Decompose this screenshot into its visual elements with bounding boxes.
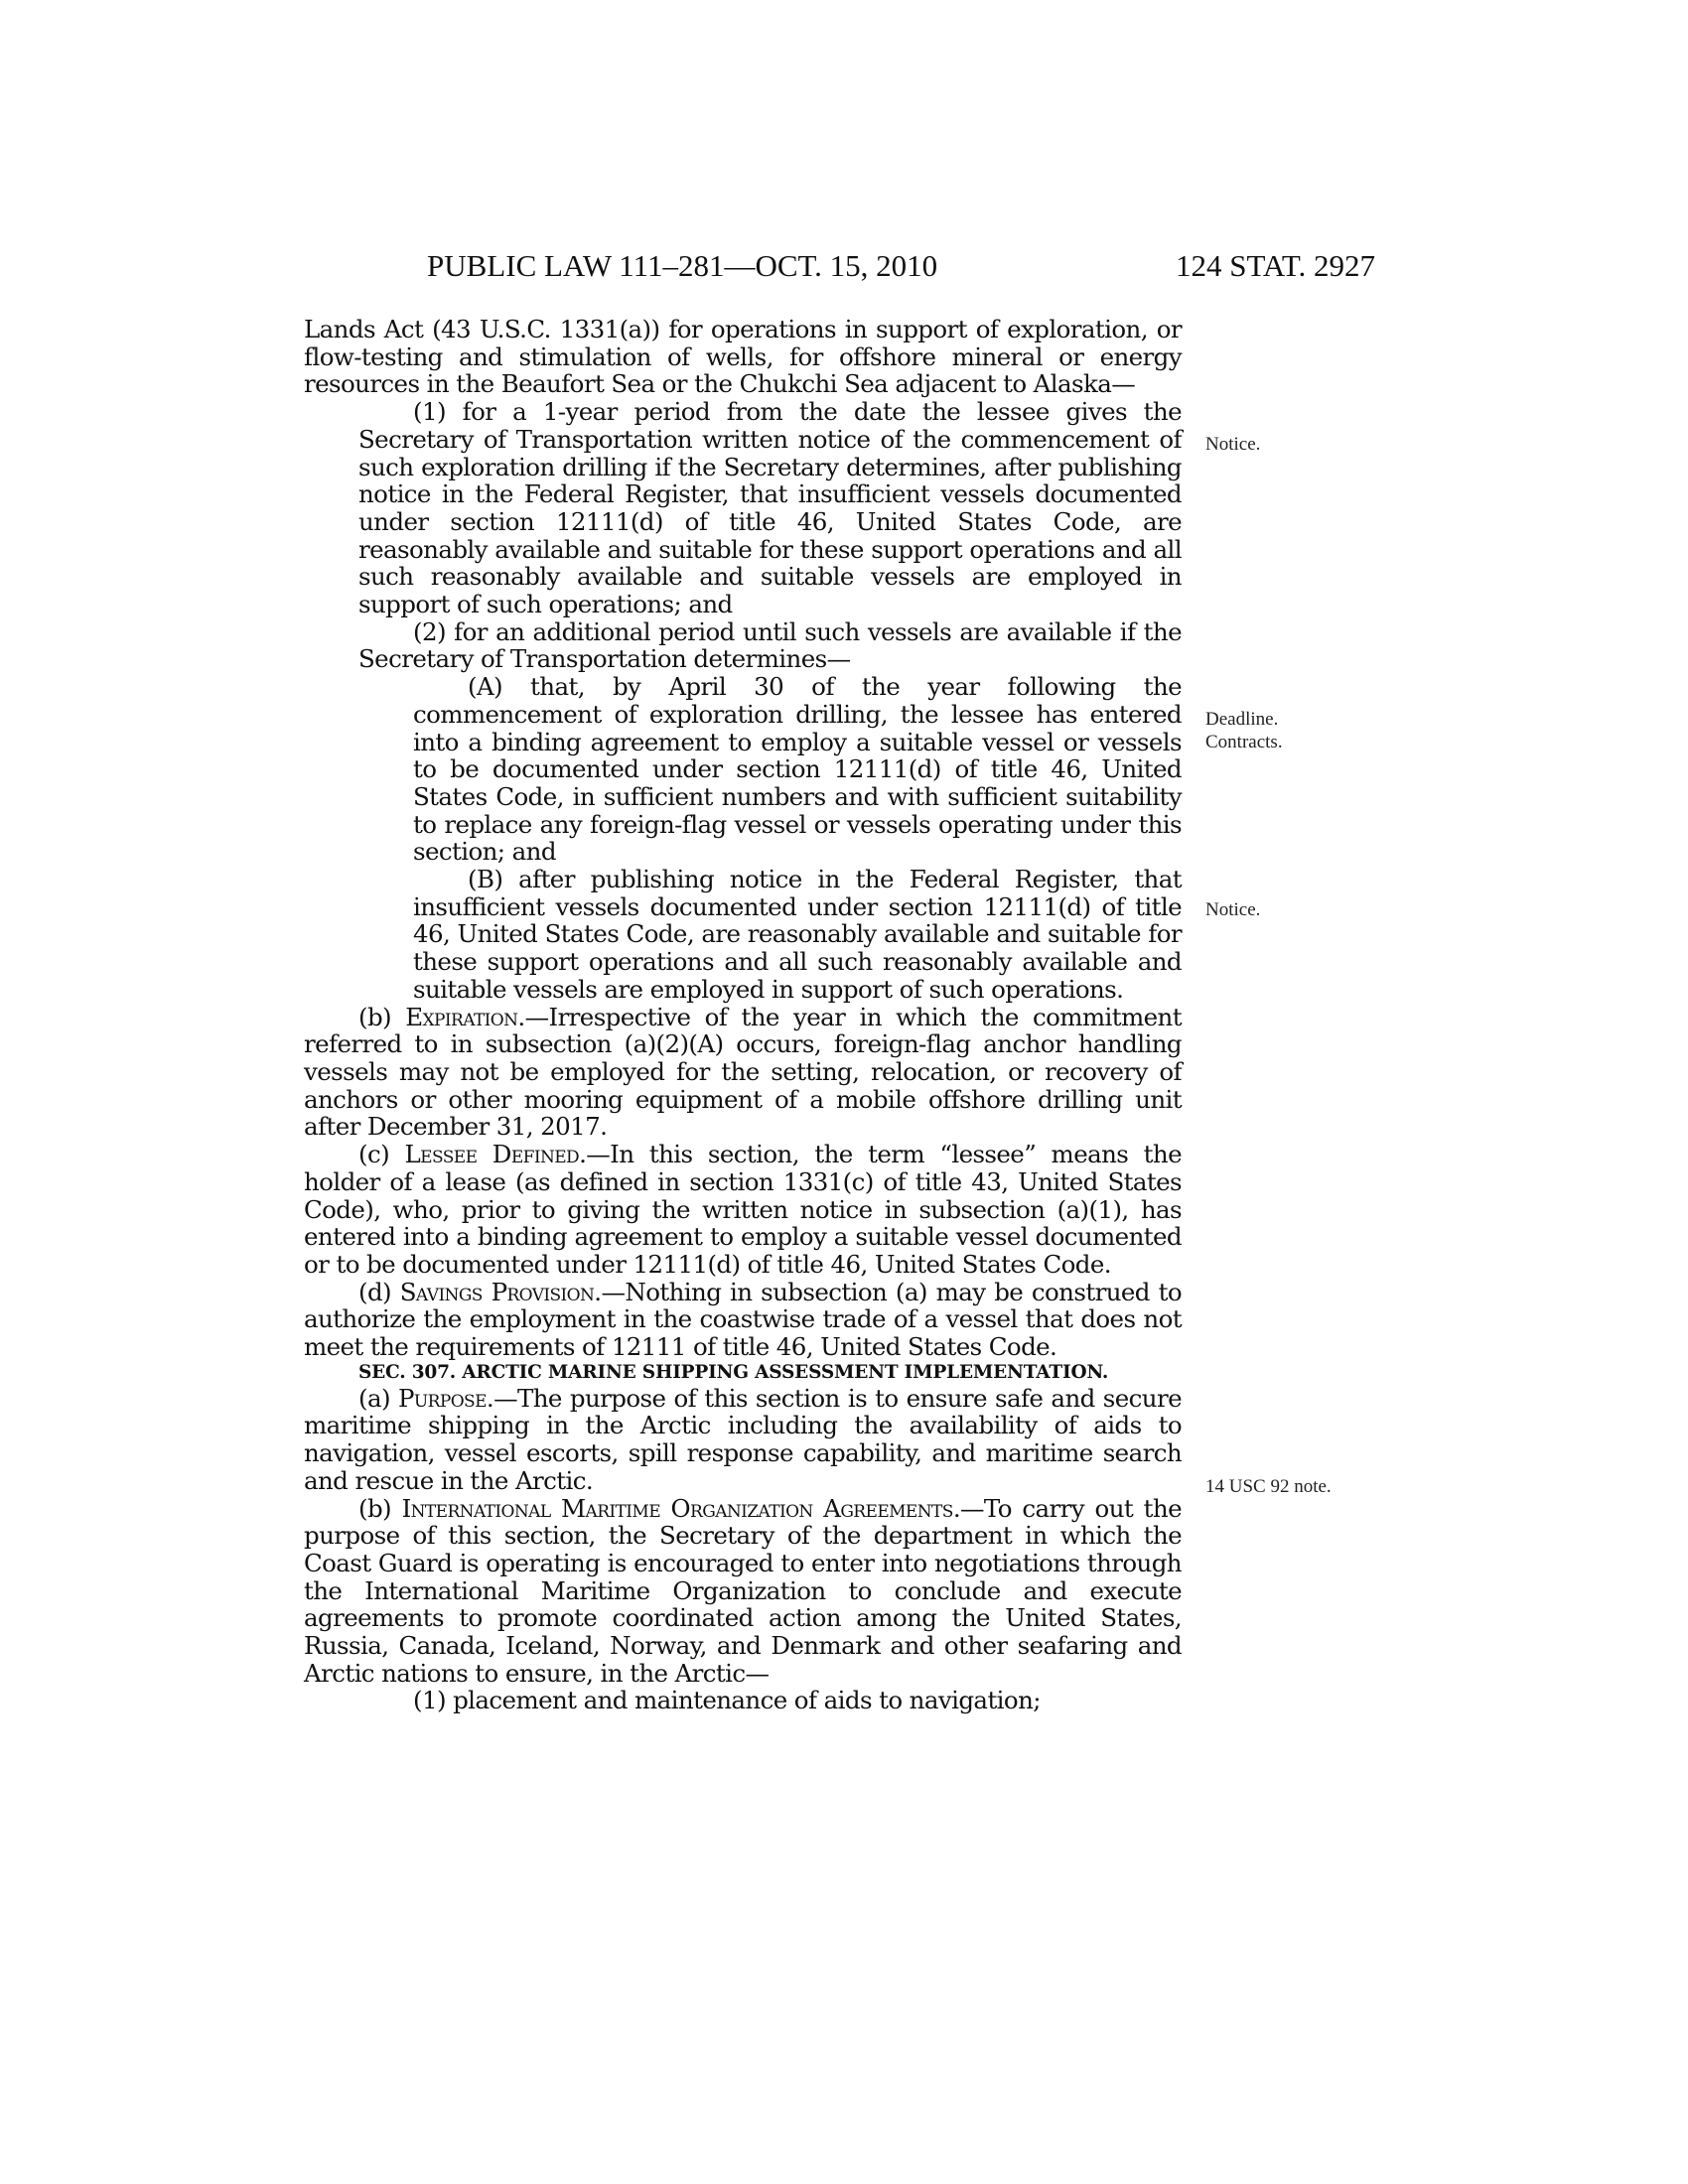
margin-note-contracts: Contracts. — [1205, 732, 1283, 752]
subsection-c-label: (c) — [358, 1140, 390, 1169]
law-text-body — [304, 316, 1182, 1714]
section-307-heading: SEC. 307. ARCTIC MARINE SHIPPING ASSESSMENT IMPLEMENTATION. — [358, 1361, 1109, 1383]
running-head: PUBLIC LAW 111–281—OCT. 15, 2010 — [427, 248, 938, 283]
paragraph-intro: Lands Act (43 U.S.C. 1331(a)) for operations in support of exploration, or flow-testing and stimulation of wells, for offshore mineral or energy resources in the Beaufort Sea or the Chukchi Sea adjacent to Alaska— — [304, 315, 1182, 399]
section-307-a — [304, 1385, 1182, 1495]
subsection-b-text: .—Irrespective of the year in which the commitment referred to in subsection (a)(2)(A) occurs, foreign-flag anchor handling vessels may not be employed for the setting, relocation, or recovery of anchors or other mooring equipment of a mobile offshore drilling unit after December 31, 2017. — [304, 1002, 1182, 1142]
subsection-d-text: .—Nothing in subsection (a) may be construed to authorize the employment in the coastwise trade of a vessel that does not meet the requirements of 12111 of title 46, United States Code. — [304, 1277, 1182, 1362]
section-307-b-label: (b) — [358, 1493, 392, 1523]
paragraph-a2B: (B) after publishing notice in the Federal Register, that insufficient vessels documented under section 12111(d) of title 46, United States Code, are reasonably available and suitable for these support operations and all such reasonably available and suitable vessels are employed in support of such operations. — [413, 865, 1182, 1004]
paragraph-a1: (1) for a 1-year period from the date the lessee gives the Secretary of Transportation written notice of the commencement of such exploration drilling if the Secretary determines, after publishing notice in the Federal Register, that insufficient vessels documented under section 12111(d) of title 46, United States Code, are reasonably available and suitable for these support operations and all such reasonably available and suitable vessels are employed in support of such operations; and — [358, 397, 1182, 619]
subsection-d — [304, 1279, 1182, 1361]
section-307-a-heading: Purpose — [398, 1383, 487, 1413]
subsection-b-heading: Expiration — [405, 1002, 518, 1031]
subsection-c-heading: Lessee Defined — [404, 1140, 580, 1169]
section-307-b-text: .—To carry out the purpose of this section, the Secretary of the department in which the Coast Guard is operating is encouraged to enter into negotiations through the International Maritime Organization to conclude and execute agreements to promote coordinated action among the United States, Russia, Canada, Iceland, Norway, and Denmark and other seafaring and Arctic nations to ensure, in the Arctic— — [304, 1493, 1182, 1688]
margin-note-notice: Notice. — [1205, 899, 1261, 920]
subsection-c — [304, 1141, 1182, 1279]
section-307-a-label: (a) — [358, 1383, 390, 1413]
section-307-b1: (1) placement and maintenance of aids to navigation; — [413, 1686, 1041, 1715]
section-307-a-text: .—The purpose of this section is to ensure safe and secure maritime shipping in the Arctic including the availability of aids to navigation, vessel escorts, spill response capability, and maritime search and rescue in the Arctic. — [304, 1383, 1182, 1495]
statute-citation: 124 STAT. 2927 — [1175, 248, 1375, 283]
section-307-b — [304, 1495, 1182, 1688]
subsection-c-text: .—In this section, the term “lessee” means the holder of a lease (as defined in section 1331(c) of title 43, United States Code), who, prior to giving the written notice in subsection (a)(1), has entered into a binding agreement to employ a suitable vessel documented or to be documented under 12111(d) of title 46, United States Code. — [304, 1140, 1182, 1279]
subsection-b — [304, 1004, 1182, 1142]
margin-note-deadline: Deadline. — [1205, 709, 1279, 730]
margin-note-usc: 14 USC 92 note. — [1205, 1476, 1332, 1497]
paragraph-a2: (2) for an additional period until such vessels are available if the Secretary of Transportation determines— — [358, 616, 1182, 674]
subsection-d-label: (d) — [358, 1277, 392, 1306]
subsection-b-label: (b) — [358, 1002, 392, 1031]
page-header — [427, 246, 1375, 286]
margin-note-notice: Notice. — [1205, 434, 1261, 455]
section-307-b-heading: International Maritime Organization Agreements — [401, 1493, 953, 1523]
subsection-d-heading: Savings Provision — [399, 1277, 595, 1306]
paragraph-a2A: (A) that, by April 30 of the year following the commencement of exploration drilling, the lessee has entered into a binding agreement to employ a suitable vessel or vessels to be documented under section 12111(d) of title 46, United States Code, in sufficient numbers and with sufficient suitability to replace any foreign-flag vessel or vessels operating under this section; and — [413, 672, 1182, 867]
